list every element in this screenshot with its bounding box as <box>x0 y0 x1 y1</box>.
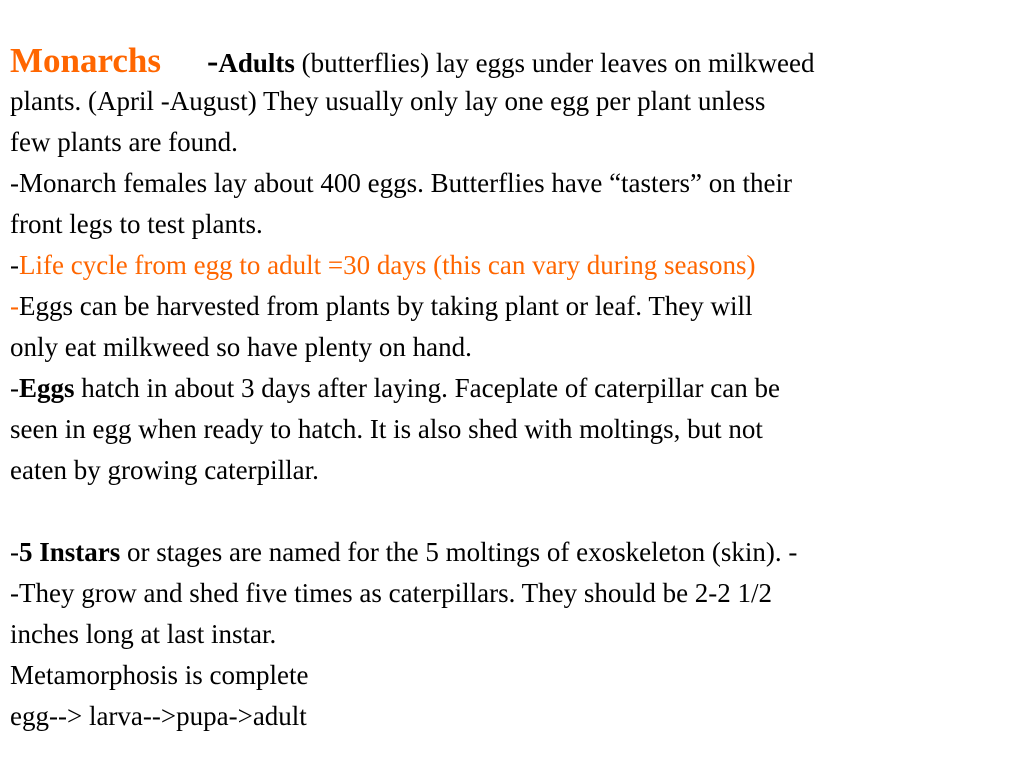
slide-title: Monarchs <box>10 41 162 80</box>
text-line-4: -Monarch females lay about 400 eggs. Butterflies have “tasters” on their <box>10 168 792 198</box>
text-line-8: only eat milkweed so have plenty on hand. <box>10 332 472 362</box>
eggs-label: Eggs <box>19 373 75 403</box>
instars-text: or stages are named for the 5 moltings of exoskeleton (skin). - <box>120 537 798 567</box>
spacer <box>10 491 1020 532</box>
life-cycle-dash: - <box>10 250 19 280</box>
adults-label: Adults <box>218 48 295 78</box>
text-line-16: Metamorphosis is complete <box>10 660 309 690</box>
eggs-line <box>10 368 1020 409</box>
title-dash: - <box>207 43 219 80</box>
text-line-15: inches long at last instar. <box>10 619 277 649</box>
harvest-line <box>10 286 1020 327</box>
intro-line <box>10 40 1020 81</box>
text-line-17: egg--> larva-->pupa->adult <box>10 701 307 731</box>
harvest-dash: - <box>10 291 19 321</box>
adults-text: (butterflies) lay eggs under leaves on milkweed <box>294 48 815 78</box>
eggs-dash: - <box>10 373 19 403</box>
text-line-14: -They grow and shed five times as caterpillars. They should be 2-2 1/2 <box>10 578 773 608</box>
text-line-10: seen in egg when ready to hatch. It is also shed with moltings, but not <box>10 414 763 444</box>
slide-body <box>10 40 1020 737</box>
text-line-2: plants. (April -August) They usually only lay one egg per plant unless <box>10 86 766 116</box>
text-line-5: front legs to test plants. <box>10 209 263 239</box>
instars-label: 5 Instars <box>19 537 121 567</box>
text-line-11: eaten by growing caterpillar. <box>10 455 319 485</box>
harvest-text: Eggs can be harvested from plants by taking plant or leaf. They will <box>19 291 753 321</box>
instars-line <box>10 532 1020 573</box>
text-line-3: few plants are found. <box>10 127 238 157</box>
eggs-text: hatch in about 3 days after laying. Faceplate of caterpillar can be <box>74 373 780 403</box>
life-cycle-text: Life cycle from egg to adult =30 days (this can vary during seasons) <box>19 250 756 280</box>
life-cycle-line <box>10 245 1020 286</box>
instars-dash: - <box>10 537 19 567</box>
